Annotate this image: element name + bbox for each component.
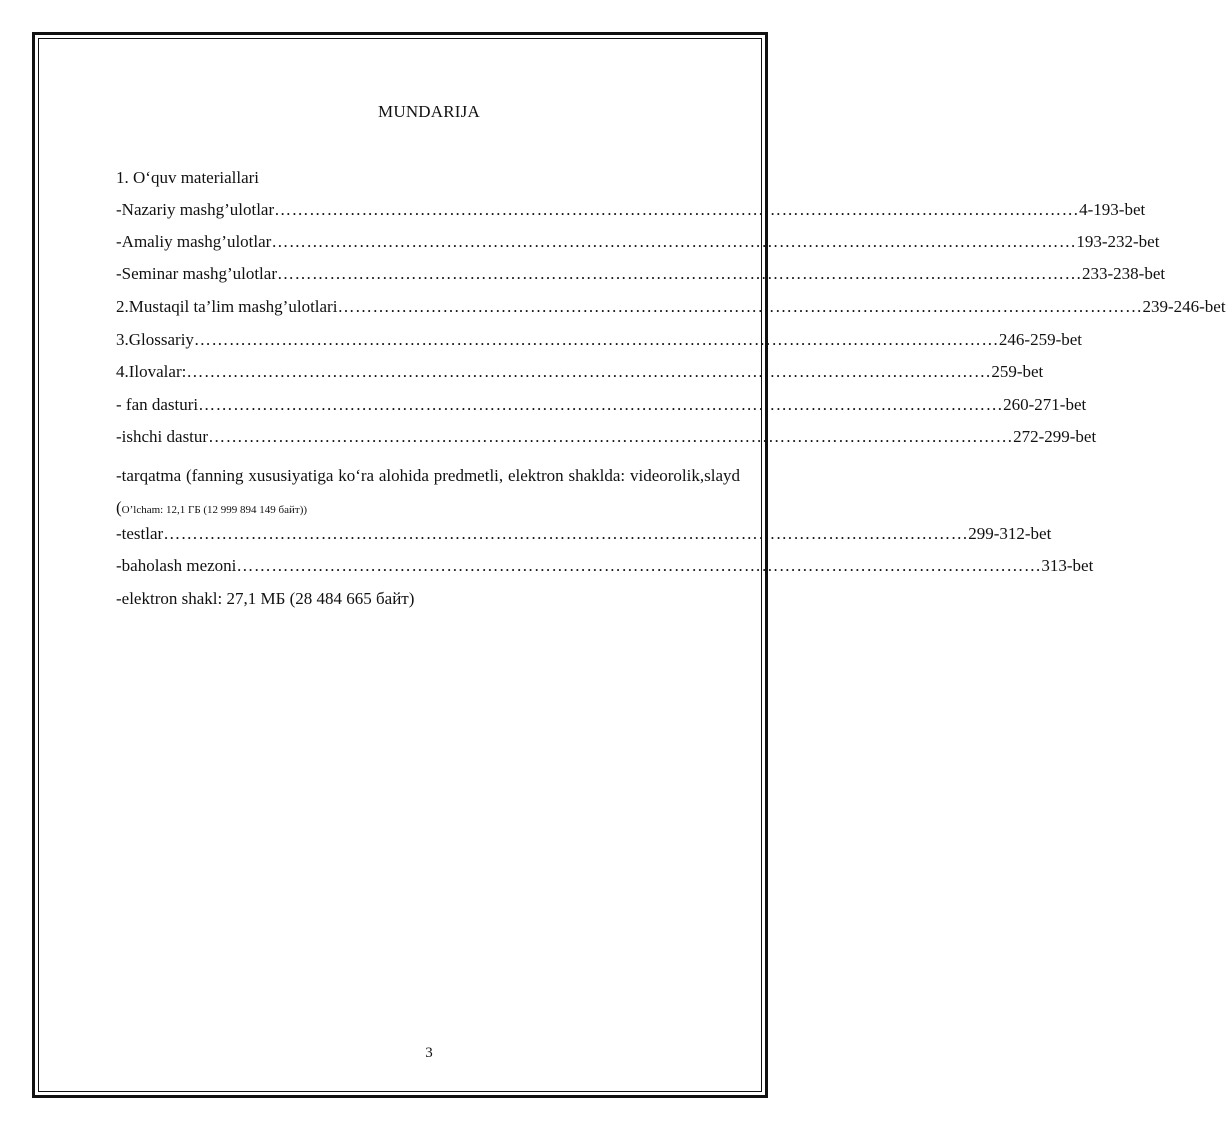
electronic-form-line: -elektron shakl: 27,1 МБ (28 484 665 байт) — [116, 589, 415, 608]
toc-entry-page: 299-312-bet — [968, 524, 1052, 543]
toc-entry-page: 246-259-bet — [998, 330, 1083, 349]
toc-leader-dots: ………………………………………………………………………………………………………………………… — [274, 200, 1080, 219]
toc-entry[interactable] — [116, 232, 1160, 256]
toc-leader-dots: ………………………………………………………………………………………………………………………… — [193, 330, 999, 349]
toc-leader-dots: ………………………………………………………………………………………………………………………… — [186, 362, 992, 381]
toc-entry-label: 3.Glossariy — [116, 330, 194, 349]
toc-entry[interactable] — [116, 524, 1052, 548]
section-heading: 1. O‘quv materiallari — [116, 168, 260, 187]
toc-entry-label: 2.Mustaqil ta’lim mashg’ulotlari — [116, 297, 338, 316]
page-title: MUNDARIJA — [378, 102, 480, 121]
toc-entry-page: 260-271-bet — [1003, 395, 1087, 414]
toc-leader-dots: ………………………………………………………………………………………………………………………… — [208, 427, 1014, 446]
tarqatma-text: -tarqatma (fanning xususiyatiga ko‘ra alohida predmetli, elektron shaklda: videorolik,slayd ( — [116, 466, 740, 517]
toc-entry[interactable] — [116, 556, 1094, 580]
toc-leader-dots: ………………………………………………………………………………………………………………………… — [277, 264, 1082, 283]
toc-entry-page: 239-246-bet — [1142, 297, 1226, 316]
toc-entry-label: -baholash mezoni — [116, 556, 237, 575]
toc-leader-dots: ………………………………………………………………………………………………………………………… — [271, 232, 1077, 251]
toc-entry-page: 272-299-bet — [1013, 427, 1097, 446]
toc-entry-label: -Seminar mashg’ulotlar — [116, 264, 277, 283]
toc-entry[interactable] — [116, 362, 1044, 386]
toc-entry-label: -ishchi dastur — [116, 427, 209, 446]
toc-entry-page: 193-232-bet — [1076, 232, 1160, 251]
toc-entry-page: 313-bet — [1041, 556, 1094, 575]
toc-entry-label: -Amaliy mashg’ulotlar — [116, 232, 272, 251]
toc-entry-page: 259-bet — [991, 362, 1044, 381]
toc-leader-dots: ………………………………………………………………………………………………………………………… — [198, 395, 1004, 414]
toc-entry[interactable] — [116, 264, 1166, 288]
toc-leader-dots: ………………………………………………………………………………………………………………………… — [236, 556, 1042, 575]
page-number: 3 — [425, 1045, 433, 1061]
toc-entry[interactable] — [116, 200, 1146, 224]
toc-entry-label: - fan dasturi — [116, 395, 199, 414]
tarqatma-paragraph — [116, 460, 740, 526]
size-note: O’lcham: 12,1 ГБ (12 999 894 149 байт)) — [121, 504, 308, 516]
toc-leader-dots: ………………………………………………………………………………………………………………………… — [163, 524, 969, 543]
toc-entry[interactable] — [116, 330, 1083, 354]
toc-entry[interactable] — [116, 297, 1226, 321]
toc-entry-label: 4.Ilovalar: — [116, 362, 187, 381]
toc-entry-page: 233-238-bet — [1082, 264, 1166, 283]
toc-entry-page: 4-193-bet — [1079, 200, 1146, 219]
toc-entry-label: -testlar — [116, 524, 164, 543]
toc-entry[interactable] — [116, 395, 1087, 419]
toc-entry[interactable] — [116, 427, 1097, 451]
toc-entry-label: -Nazariy mashg’ulotlar — [116, 200, 275, 219]
toc-leader-dots: ………………………………………………………………………………………………………………………… — [337, 297, 1143, 316]
